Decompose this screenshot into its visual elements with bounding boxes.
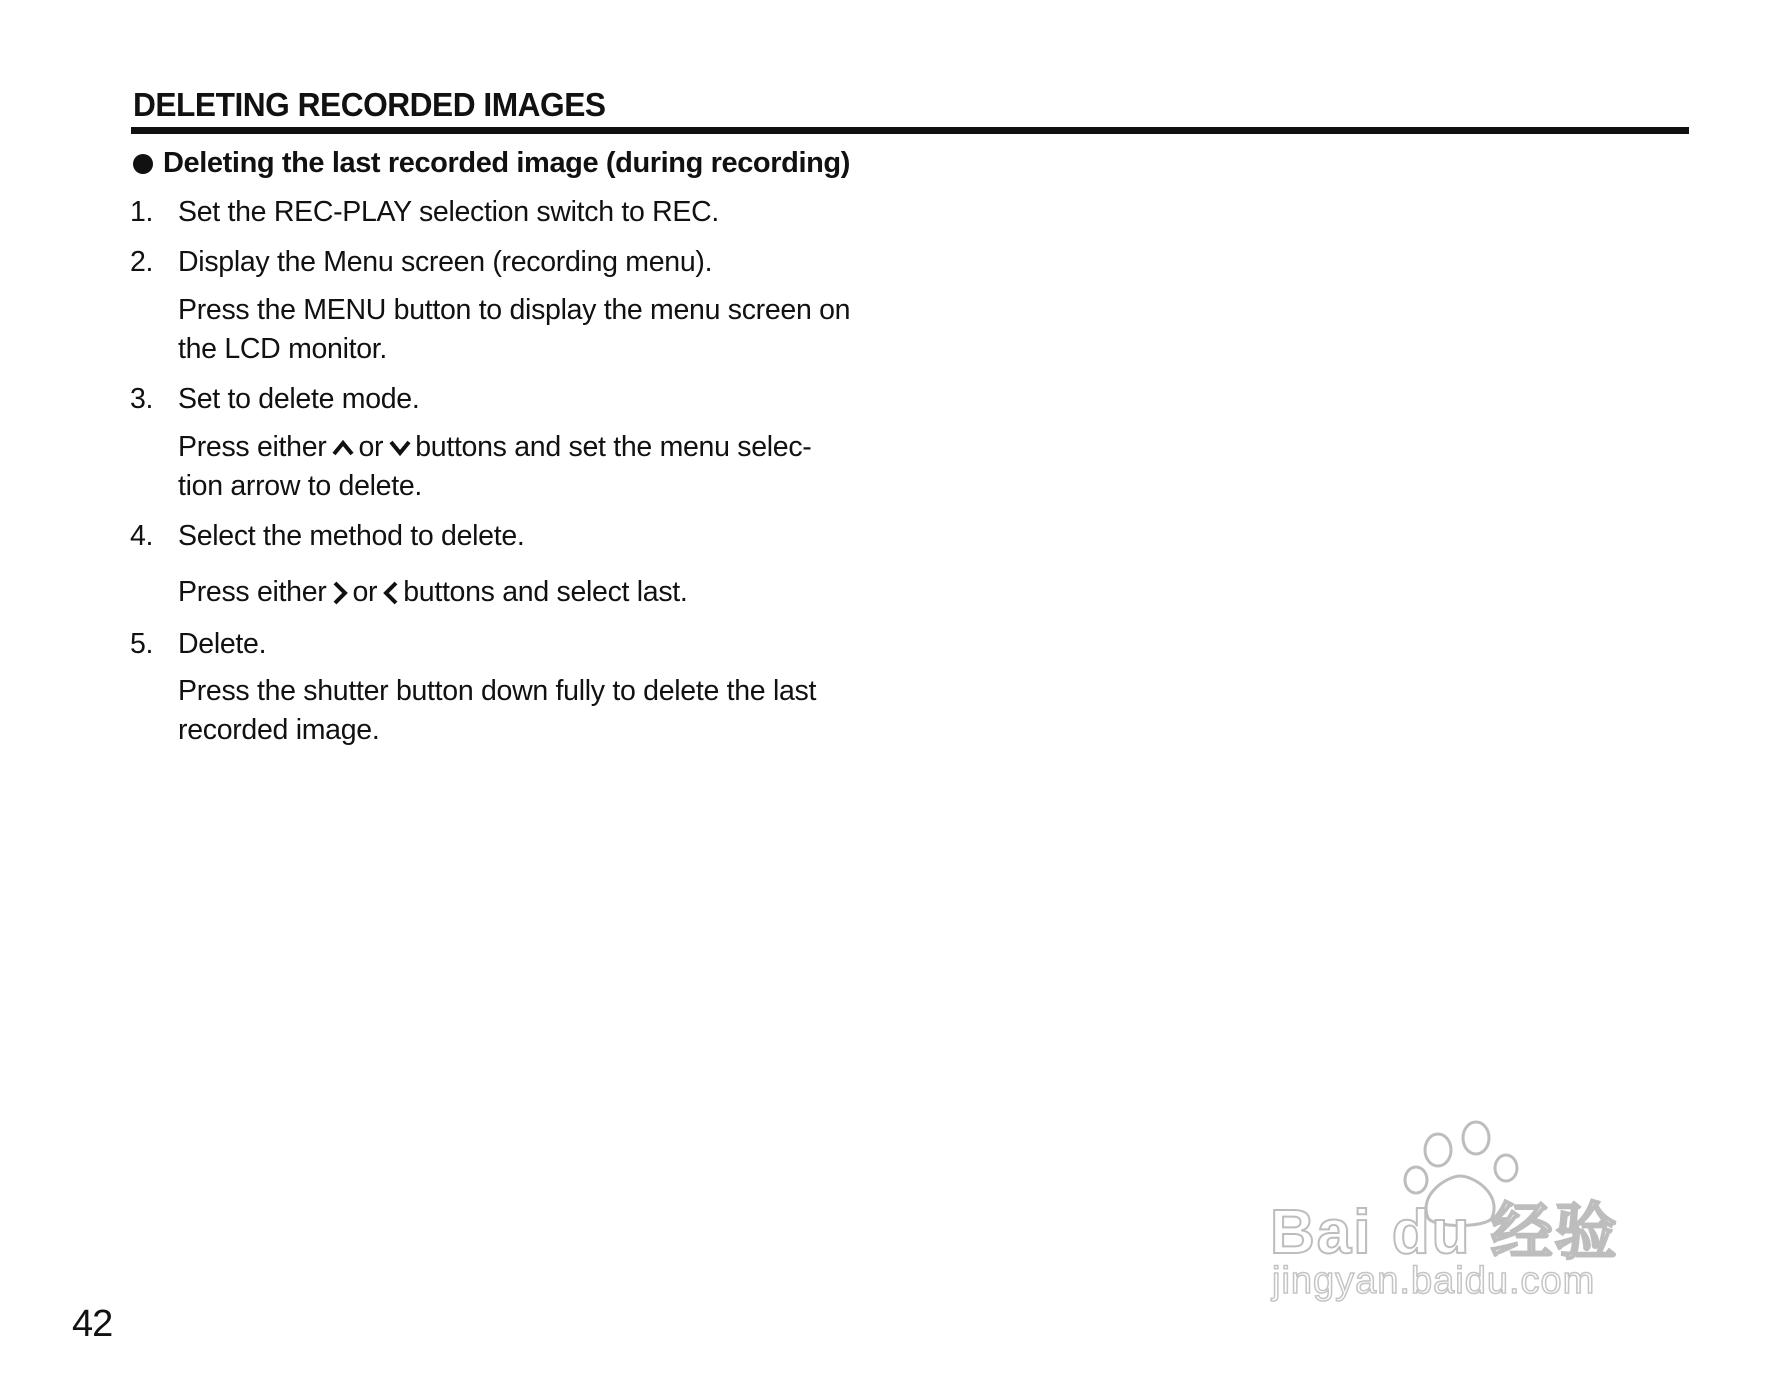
step-2-detail	[178, 291, 898, 369]
detail-line: Press the shutter button down fully to delete the last	[178, 675, 817, 707]
watermark-brand: Bai du 经验	[1270, 1198, 1619, 1267]
title-rule	[131, 127, 1689, 134]
detail-line	[178, 573, 898, 612]
step-text: Display the Menu screen (recording menu).	[178, 246, 713, 278]
detail-text: Press either	[178, 431, 327, 463]
page-number: 42	[72, 1303, 113, 1345]
watermark-url: jingyan.baidu.com	[1272, 1260, 1596, 1302]
step-number: 5.	[130, 628, 154, 660]
up-arrow-icon	[332, 440, 354, 456]
detail-text: or	[358, 431, 384, 463]
step-text: Delete.	[178, 628, 267, 660]
subheading	[133, 147, 850, 180]
detail-line: the LCD monitor.	[178, 333, 388, 365]
step-3-detail	[178, 428, 898, 506]
step-5-detail	[178, 672, 898, 750]
bullet-dot-icon	[133, 154, 153, 174]
detail-line: Press the MENU button to display the menu screen on	[178, 294, 851, 326]
detail-text: or	[352, 576, 378, 608]
detail-text: Press either	[178, 576, 327, 608]
detail-text: buttons and select last.	[403, 576, 688, 608]
section-title: DELETING RECORDED IMAGES	[133, 86, 606, 123]
step-4-detail	[178, 573, 898, 612]
detail-line	[178, 428, 898, 467]
subheading-text: Deleting the last recorded image (during recording)	[163, 147, 850, 179]
step-text: Select the method to delete.	[178, 520, 525, 552]
step-text: Set the REC-PLAY selection switch to REC.	[178, 196, 720, 228]
right-arrow-icon	[332, 581, 348, 605]
step-number: 4.	[130, 520, 154, 552]
detail-line: tion arrow to delete.	[178, 470, 423, 502]
detail-text: buttons and set the menu selec-	[415, 431, 812, 463]
baidu-watermark	[1270, 1110, 1690, 1310]
step-number: 1.	[130, 196, 154, 228]
step-number: 2.	[130, 246, 154, 278]
step-number: 3.	[130, 383, 154, 415]
step-text: Set to delete mode.	[178, 383, 420, 415]
left-arrow-icon	[383, 581, 399, 605]
detail-line: recorded image.	[178, 714, 380, 746]
down-arrow-icon	[389, 440, 411, 456]
